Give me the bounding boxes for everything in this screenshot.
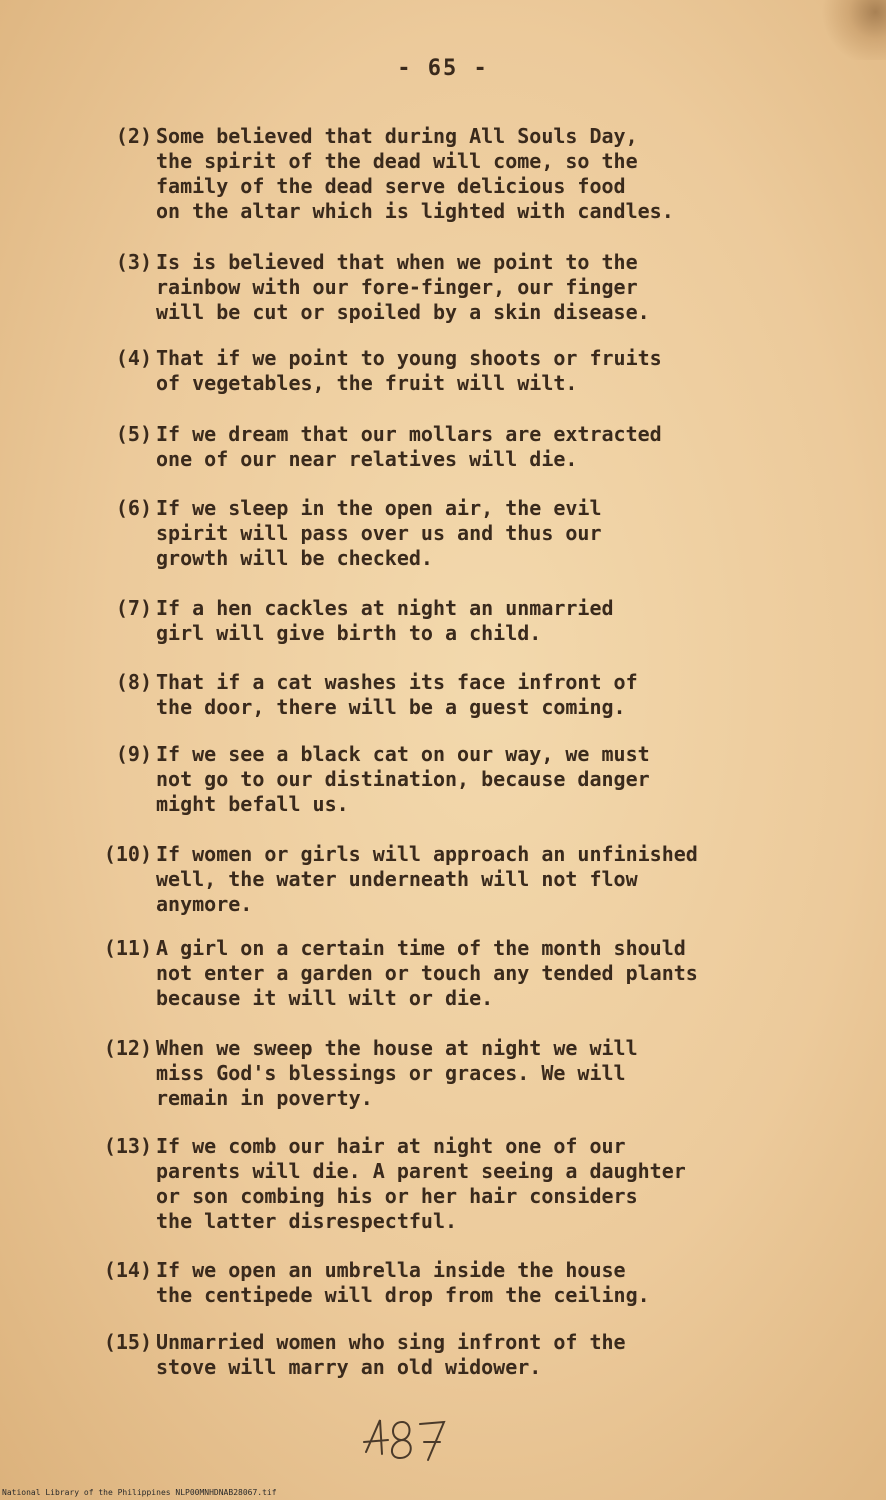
item-text: If we comb our hair at night one of our parents will die. A parent seeing a daughter or son combing his or her hair considers the latter disrespectful.: [156, 1134, 686, 1233]
item-text: If women or girls will approach an unfinished well, the water underneath will not flow anymore.: [156, 842, 698, 916]
item-text: That if we point to young shoots or fruits of vegetables, the fruit will wilt.: [156, 346, 662, 395]
item-text: If we open an umbrella inside the house the centipede will drop from the ceiling.: [156, 1258, 650, 1307]
item-number: (3): [115, 250, 152, 274]
item-number: (9): [115, 742, 152, 766]
item-text: If a hen cackles at night an unmarried girl will give birth to a child.: [156, 596, 614, 645]
item-text: That if a cat washes its face infront of the door, there will be a guest coming.: [156, 670, 638, 719]
item-text: When we sweep the house at night we will miss God's blessings or graces. We will remain in poverty.: [156, 1036, 638, 1110]
item-text: Some believed that during All Souls Day, the spirit of the dead will come, so the family of the dead serve delicious food on the altar which is lighted with candles.: [156, 124, 674, 223]
item-number: (7): [115, 596, 152, 620]
item-number: (2): [115, 124, 152, 148]
item-text: A girl on a certain time of the month should not enter a garden or touch any tended plants because it will wilt or die.: [156, 936, 698, 1010]
page-number: - 65 -: [397, 56, 489, 81]
item-number: (13): [103, 1134, 152, 1158]
paper-stain: [816, 0, 886, 60]
item-text: If we see a black cat on our way, we must not go to our distination, because danger might befall us.: [156, 742, 650, 816]
archive-footer: National Library of the Philippines NLP00MNHDNAB28067.tif: [2, 1488, 277, 1497]
item-number: (6): [115, 496, 152, 520]
item-number: (5): [115, 422, 152, 446]
item-number: (15): [103, 1330, 152, 1354]
item-number: (10): [103, 842, 152, 866]
item-number: (4): [115, 346, 152, 370]
handwritten-page-number: [360, 1412, 450, 1472]
item-text: Is is believed that when we point to the rainbow with our fore-finger, our finger will be cut or spoiled by a skin disease.: [156, 250, 650, 324]
item-number: (12): [103, 1036, 152, 1060]
item-text: Unmarried women who sing infront of the stove will marry an old widower.: [156, 1330, 626, 1379]
item-number: (14): [103, 1258, 152, 1282]
item-text: If we sleep in the open air, the evil spirit will pass over us and thus our growth will be checked.: [156, 496, 602, 570]
item-number: (8): [115, 670, 152, 694]
item-number: (11): [103, 936, 152, 960]
item-text: If we dream that our mollars are extracted one of our near relatives will die.: [156, 422, 662, 471]
